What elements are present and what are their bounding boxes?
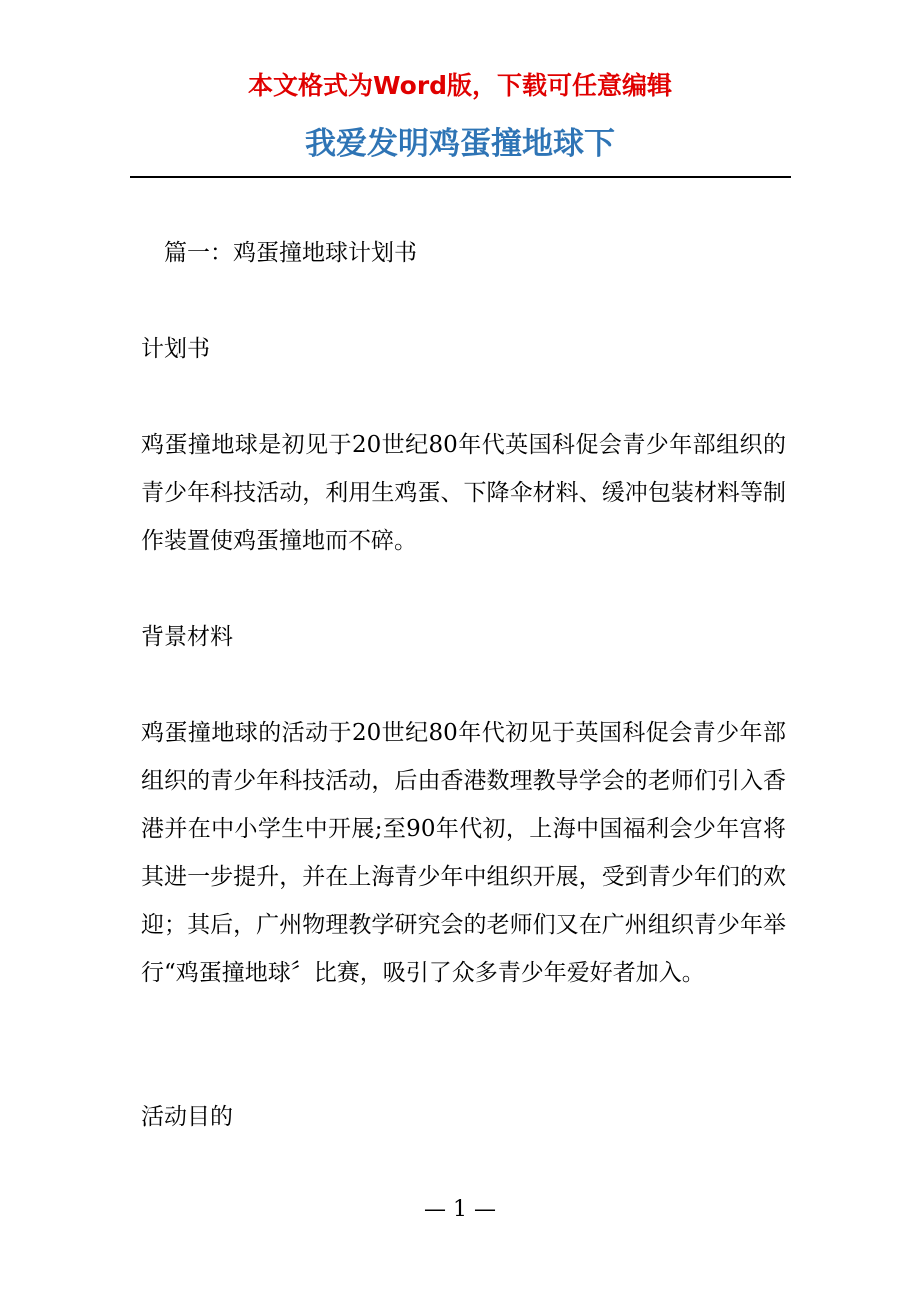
format-notice-banner: 本文格式为Word版，下载可任意编辑 bbox=[247, 71, 673, 100]
document-title: 我爱发明鸡蛋撞地球下 bbox=[305, 126, 615, 162]
title-divider bbox=[130, 176, 791, 178]
section-subtitle: 篇一：鸡蛋撞地球计划书 bbox=[164, 240, 417, 266]
heading-purpose: 活动目的 bbox=[141, 1104, 233, 1130]
heading-background: 背景材料 bbox=[141, 624, 233, 650]
paragraph-background: 鸡蛋撞地球的活动于20世纪80年代初见于英国科促会青少年部组织的青少年科技活动，后由香港数理教导学会的老师们引入香港并在中小学生中开展;至90年代初，上海中国福利会少年宫将其进一步提升，并在上海青少年中组织开展，受到青少年们的欢迎；其后，广州物理教学研究会的老师们又在广州组织青少年举行“鸡蛋撞地球〞比赛，吸引了众多青少年爱好者加入。 bbox=[141, 720, 786, 986]
page-number: — 1 — bbox=[424, 1197, 496, 1222]
paragraph-intro: 鸡蛋撞地球是初见于20世纪80年代英国科促会青少年部组织的青少年科技活动，利用生鸡蛋、下降伞材料、缓冲包装材料等制作装置使鸡蛋撞地而不碎。 bbox=[141, 432, 786, 554]
heading-plan: 计划书 bbox=[141, 336, 210, 362]
